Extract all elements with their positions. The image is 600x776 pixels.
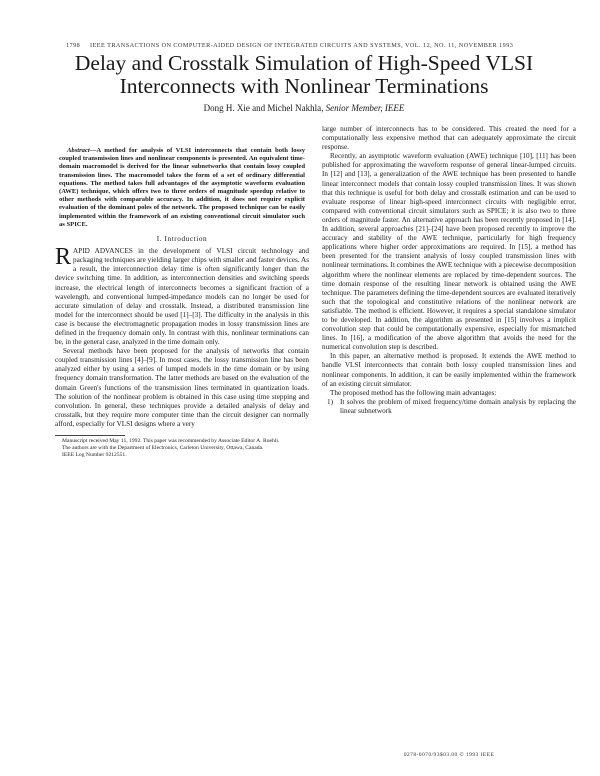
list-item-number: 1): [327, 397, 333, 406]
right-paragraph-1: large number of interconnects has to be considered. This created the need for a computationally less expensive method that can adequately approximate the circuit response.: [322, 125, 576, 152]
footnote-log-number: IEEE Log Number 9212551.: [62, 451, 127, 458]
running-head: IEEE TRANSACTIONS ON COMPUTER-AIDED DESIGN OF INTEGRATED CIRCUITS AND SYSTEMS, VOL. 12, NO. 11, NOVEMBER 1993: [90, 42, 514, 49]
footnote-manuscript: Manuscript received May 11, 1992. This paper was recommended by Associate Editor A. Ruehli.: [62, 438, 280, 444]
drop-cap: R: [55, 244, 72, 271]
intro-paragraph-1: [55, 244, 309, 347]
footnote-affiliation: The authors are with the Department of Electronics, Carleton University, Ottawa, Canada.: [62, 444, 264, 451]
left-column: [55, 125, 309, 458]
right-paragraph-3: In this paper, an alternative method is proposed. It extends the AWE method to handle VLSI interconnects that contain both lossy coupled transmission lines and nonlinear components. In addition, it can be easily implemented within the framework of an existing circuit simulator.: [322, 352, 576, 388]
intro-paragraph-1-text: APID ADVANCES in the development of VLSI circuit technology and packaging techniques are yielding larger chips with smaller and faster devices. As a result, the interconnection delay time is often significantly longer than the device switching time. In addition, as interconnection densities and switching speeds increase, the electrical length of interconnects becomes a significant fraction of a wavelength, and conventional lumped-impedance models can no longer be used for accurate simulation of delay and crosstalk. Instead, a distributed transmission line model for the interconnect should be used [1]–[3]. The difficulty in the analysis in this case is because the electromagnetic propagation modes in lossy transmission lines are defined in the frequency domain only. In contrast with this, nonlinear terminations can be, in the general case, analyzed in the time domain only.: [55, 247, 309, 347]
page-number: 1798: [66, 42, 81, 49]
section-heading-introduction: I. Introduction: [156, 235, 208, 244]
paper-title: [40, 52, 568, 98]
copyright-notice: 0278-0070/93$03.00 © 1993 IEEE: [403, 752, 495, 758]
abstract-text: A method for analysis of VLSI interconnects that contain both lossy coupled transmission lines and nonlinear components is presented. An equivalent time-domain macromodel is derived for the linear subnetworks that contain lossy coupled transmission lines. The macromodel takes the form of a set of ordinary differential equations. The method takes full advantages of the asymptotic waveform evaluation (AWE) technique, which offers two to three orders of magnitude speedup relative to other methods with comparable accuracy. In addition, it does not require explicit evaluation of the dominant poles of the network. The proposed technique can be easily implemented within the framework of an existing conventional circuit simulator such as SPICE.: [59, 147, 305, 228]
author-line: [40, 103, 568, 113]
right-paragraph-2: Recently, an asymptotic waveform evaluation (AWE) technique [10], [11] has been published for approximating the waveform response of general linear-lumped circuits. In [12] and [13], a generalization of the AWE technique has been presented to handle linear interconnect models that contain lossy coupled transmission lines. It was shown that this technique is useful for both delay and crosstalk estimation and can be used to evaluate response of linear high-speed interconnect circuits with negligible error, compared with conventional circuit simulators such as SPICE; it is also two to three orders of magnitude faster. An alternative approach has been recently proposed in [14]. In addition, several approaches [21]–[24] have been proposed recently to improve the accuracy and stability of the AWE technique, particularly for high frequency applications where higher order approximations are required. In [15], a method has been presented for the transient analysis of lossy coupled transmission lines with nonlinear terminations. It combines the AWE technique with a piecewise decomposition algorithm where the nonlinear elements are replaced by time-dependent sources. The time domain response of the resulting linear network is obtained using the AWE technique. The parameters defining the time-dependent sources are evaluated iteratively such that the topological and constitutive relations of the nonlinear network are satisfiable. The method is efficient. However, it requires a special standalone simulator to be developed. In addition, the algorithm as presented in [15] involves a implicit convolution step that could be computationally expensive, especially for mismatched lines. In [16], a modification of the above algorithm that avoids the need for the numerical convolution step is described.: [322, 152, 576, 352]
intro-paragraph-2: Several methods have been proposed for the analysis of networks that contain coupled transmission lines [4]–[9]. In most cases, the lossy transmission line has been analyzed either by using a series of lumped models in the time domain or by using frequency domain transformation. The latter methods are based on the evaluation of the domain Green's functions of the transmission lines terminated in quantization loads. The solution of the nonlinear problem is obtained in this case using time stepping and convolution. In general, these techniques provide a detailed analysis of delay and crosstalk, but they require more computer time than the circuit designer can normally afford, especially for VLSI designs where a very: [55, 347, 309, 428]
right-paragraph-4: The proposed method has the following main advantages:: [330, 388, 497, 397]
abstract: [59, 147, 305, 229]
advantage-list-item: [322, 398, 576, 416]
abstract-label: Abstract—: [67, 147, 97, 154]
title-line-1: Delay and Crosstalk Simulation of High-Speed VLSI: [74, 51, 534, 75]
author-names: Dong H. Xie and Michel Nakhla,: [203, 103, 324, 113]
list-item-text: It solves the problem of mixed frequency/time domain analysis by replacing the linear subnetwork: [340, 397, 576, 415]
right-column: [322, 125, 576, 416]
author-membership: Senior Member, IEEE: [325, 103, 405, 113]
footnote-rule: [55, 435, 125, 436]
footnotes: [55, 438, 309, 458]
title-line-2: Interconnects with Nonlinear Terminations: [119, 74, 489, 98]
